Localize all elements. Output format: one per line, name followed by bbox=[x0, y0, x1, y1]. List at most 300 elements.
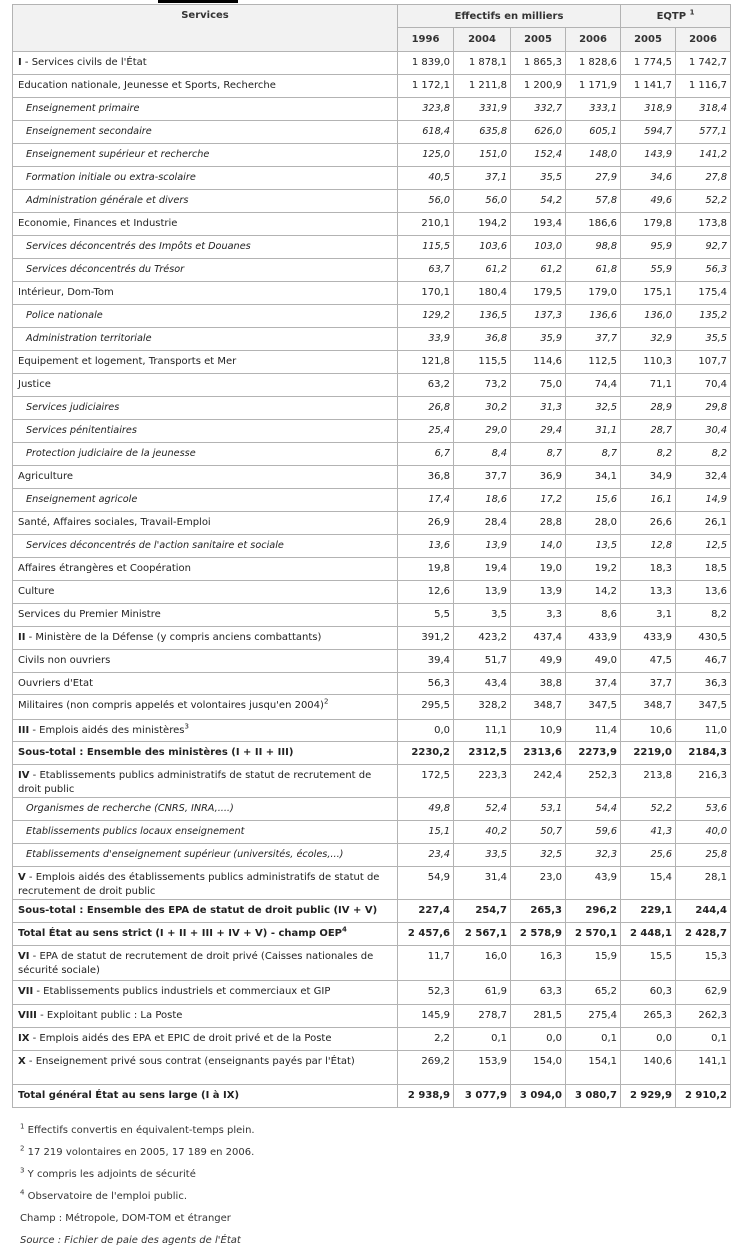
value-cell: 25,6 bbox=[621, 844, 676, 867]
table-row bbox=[13, 236, 731, 259]
value-cell: 61,9 bbox=[454, 981, 511, 1005]
value-cell: 626,0 bbox=[511, 121, 566, 144]
value-cell: 61,2 bbox=[511, 259, 566, 282]
table-row bbox=[13, 167, 731, 190]
value-cell: 75,0 bbox=[511, 374, 566, 397]
value-cell: 223,3 bbox=[454, 765, 511, 798]
value-cell: 1 828,6 bbox=[566, 52, 621, 75]
value-cell: 1 141,7 bbox=[621, 75, 676, 98]
value-cell: 141,2 bbox=[676, 144, 731, 167]
value-cell: 32,5 bbox=[566, 397, 621, 420]
value-cell: 1 116,7 bbox=[676, 75, 731, 98]
row-label bbox=[13, 466, 398, 489]
value-cell: 15,1 bbox=[398, 821, 454, 844]
footnote-text: Y compris les adjoints de sécurité bbox=[27, 1169, 196, 1180]
row-label-text: Administration générale et divers bbox=[26, 195, 189, 206]
row-label-text: Etablissements publics industriels et commerciaux et GIP bbox=[43, 986, 331, 997]
roman-numeral: VIII bbox=[18, 1010, 37, 1021]
value-cell: 43,4 bbox=[454, 673, 511, 695]
row-label-text: Emplois aidés des EPA et EPIC de droit privé et de la Poste bbox=[39, 1033, 332, 1044]
table-row bbox=[13, 558, 731, 581]
value-cell: 28,4 bbox=[454, 512, 511, 535]
value-cell: 348,7 bbox=[511, 695, 566, 720]
table-row bbox=[13, 981, 731, 1005]
value-cell: 391,2 bbox=[398, 627, 454, 650]
value-cell: 15,6 bbox=[566, 489, 621, 512]
row-label-text: Services judiciaires bbox=[26, 402, 120, 413]
value-cell: 50,7 bbox=[511, 821, 566, 844]
value-cell: 49,9 bbox=[511, 650, 566, 673]
table-row bbox=[13, 720, 731, 742]
value-cell: 121,8 bbox=[398, 351, 454, 374]
table-row bbox=[13, 75, 731, 98]
roman-numeral: III bbox=[18, 725, 30, 736]
footnote-ref: 3 bbox=[184, 722, 189, 731]
table-row bbox=[13, 867, 731, 900]
value-cell: 145,9 bbox=[398, 1005, 454, 1028]
value-cell: 433,9 bbox=[566, 627, 621, 650]
row-label bbox=[13, 351, 398, 374]
row-label-text: Services pénitentiaires bbox=[26, 425, 137, 436]
value-cell: 32,3 bbox=[566, 844, 621, 867]
value-cell: 347,5 bbox=[676, 695, 731, 720]
value-cell: 52,4 bbox=[454, 798, 511, 821]
value-cell: 56,0 bbox=[454, 190, 511, 213]
value-cell: 52,2 bbox=[676, 190, 731, 213]
roman-numeral: IX bbox=[18, 1033, 30, 1044]
table-row bbox=[13, 328, 731, 351]
table-row bbox=[13, 650, 731, 673]
value-cell: 136,6 bbox=[566, 305, 621, 328]
value-cell: 112,5 bbox=[566, 351, 621, 374]
row-label: IV - Etablissements publics administratifs de statut de recrutement de droit public bbox=[13, 765, 398, 798]
value-cell: 348,7 bbox=[621, 695, 676, 720]
row-label bbox=[13, 1085, 398, 1108]
footnote-text: Observatoire de l'emploi public. bbox=[27, 1191, 188, 1202]
row-label-text: Education nationale, Jeunesse et Sports, Recherche bbox=[18, 80, 276, 91]
value-cell: 318,9 bbox=[621, 98, 676, 121]
value-cell: 170,1 bbox=[398, 282, 454, 305]
value-cell: 36,9 bbox=[511, 466, 566, 489]
value-cell: 13,9 bbox=[454, 535, 511, 558]
value-cell: 33,9 bbox=[398, 328, 454, 351]
table-row bbox=[13, 627, 731, 650]
table-row bbox=[13, 144, 731, 167]
value-cell: 1 839,0 bbox=[398, 52, 454, 75]
value-cell: 605,1 bbox=[566, 121, 621, 144]
value-cell: 14,2 bbox=[566, 581, 621, 604]
value-cell: 594,7 bbox=[621, 121, 676, 144]
source-note: Source : Fichier de paie des agents de l'État bbox=[20, 1235, 241, 1246]
header-eqtp-note: 1 bbox=[689, 8, 695, 17]
value-cell: 154,0 bbox=[511, 1051, 566, 1085]
row-label bbox=[13, 604, 398, 627]
value-cell: 141,1 bbox=[676, 1051, 731, 1085]
value-cell: 154,1 bbox=[566, 1051, 621, 1085]
value-cell: 63,7 bbox=[398, 259, 454, 282]
footnote-number: 4 bbox=[20, 1188, 25, 1197]
value-cell: 331,9 bbox=[454, 98, 511, 121]
value-cell: 15,3 bbox=[676, 946, 731, 981]
header-eqtp bbox=[621, 5, 731, 28]
row-label-text: Equipement et logement, Transports et Mer bbox=[18, 356, 237, 367]
value-cell: 59,6 bbox=[566, 821, 621, 844]
value-cell: 56,3 bbox=[676, 259, 731, 282]
roman-numeral: I bbox=[18, 57, 22, 68]
value-cell: 254,7 bbox=[454, 900, 511, 923]
value-cell: 74,4 bbox=[566, 374, 621, 397]
value-cell: 28,7 bbox=[621, 420, 676, 443]
row-label-text: Culture bbox=[18, 586, 55, 597]
value-cell: 2 578,9 bbox=[511, 923, 566, 946]
value-cell: 5,5 bbox=[398, 604, 454, 627]
row-label-text: Emplois aidés des établissements publics administratifs de statut de recrutement de droit public bbox=[18, 872, 380, 897]
roman-numeral: VI bbox=[18, 951, 30, 962]
row-label bbox=[13, 821, 398, 844]
value-cell: 229,1 bbox=[621, 900, 676, 923]
value-cell: 17,4 bbox=[398, 489, 454, 512]
value-cell: 8,4 bbox=[454, 443, 511, 466]
value-cell: 71,1 bbox=[621, 374, 676, 397]
value-cell: 6,7 bbox=[398, 443, 454, 466]
table-row bbox=[13, 1085, 731, 1108]
value-cell: 10,9 bbox=[511, 720, 566, 742]
row-label-text: Intérieur, Dom-Tom bbox=[18, 287, 114, 298]
value-cell: 3,3 bbox=[511, 604, 566, 627]
row-label bbox=[13, 397, 398, 420]
value-cell: 14,9 bbox=[676, 489, 731, 512]
row-label bbox=[13, 900, 398, 923]
value-cell: 13,5 bbox=[566, 535, 621, 558]
value-cell: 19,4 bbox=[454, 558, 511, 581]
table-row bbox=[13, 535, 731, 558]
table-row bbox=[13, 443, 731, 466]
header-services: Services bbox=[13, 5, 398, 52]
value-cell: 103,0 bbox=[511, 236, 566, 259]
value-cell: 2 570,1 bbox=[566, 923, 621, 946]
table-row bbox=[13, 305, 731, 328]
row-label-text: Ministère de la Défense (y compris anciens combattants) bbox=[35, 632, 322, 643]
value-cell: 49,0 bbox=[566, 650, 621, 673]
value-cell: 30,4 bbox=[676, 420, 731, 443]
champ-note: Champ : Métropole, DOM-TOM et étranger bbox=[20, 1213, 231, 1224]
value-cell: 52,3 bbox=[398, 981, 454, 1005]
header-eqtp-label: EQTP bbox=[656, 10, 687, 22]
value-cell: 26,6 bbox=[621, 512, 676, 535]
header-year: 1996 bbox=[398, 28, 454, 52]
value-cell: 318,4 bbox=[676, 98, 731, 121]
value-cell: 35,9 bbox=[511, 328, 566, 351]
table-row bbox=[13, 1051, 731, 1085]
value-cell: 148,0 bbox=[566, 144, 621, 167]
roman-numeral: X bbox=[18, 1056, 26, 1067]
roman-numeral: IV bbox=[18, 770, 30, 781]
table-row bbox=[13, 489, 731, 512]
value-cell: 13,3 bbox=[621, 581, 676, 604]
value-cell: 35,5 bbox=[511, 167, 566, 190]
table-row bbox=[13, 673, 731, 695]
roman-numeral: VII bbox=[18, 986, 34, 997]
row-label: II - Ministère de la Défense (y compris anciens combattants) bbox=[13, 627, 398, 650]
value-cell: 98,8 bbox=[566, 236, 621, 259]
value-cell: 423,2 bbox=[454, 627, 511, 650]
value-cell: 296,2 bbox=[566, 900, 621, 923]
value-cell: 2230,2 bbox=[398, 742, 454, 765]
row-label bbox=[13, 259, 398, 282]
value-cell: 1 774,5 bbox=[621, 52, 676, 75]
row-label-text: Ouvriers d'Etat bbox=[18, 678, 94, 689]
value-cell: 265,3 bbox=[511, 900, 566, 923]
row-label-text: Enseignement privé sous contrat (enseignants payés par l'État) bbox=[35, 1056, 355, 1067]
value-cell: 242,4 bbox=[511, 765, 566, 798]
value-cell: 0,1 bbox=[566, 1028, 621, 1051]
row-label bbox=[13, 236, 398, 259]
footnote bbox=[20, 1186, 720, 1208]
value-cell: 13,6 bbox=[676, 581, 731, 604]
value-cell: 1 865,3 bbox=[511, 52, 566, 75]
table-row bbox=[13, 466, 731, 489]
value-cell: 1 878,1 bbox=[454, 52, 511, 75]
row-label bbox=[13, 512, 398, 535]
row-label-text: Etablissements publics locaux enseignement bbox=[26, 826, 245, 837]
row-label-text: Services civils de l'État bbox=[31, 57, 147, 68]
value-cell: 29,8 bbox=[676, 397, 731, 420]
value-cell: 0,0 bbox=[511, 1028, 566, 1051]
value-cell: 36,8 bbox=[454, 328, 511, 351]
row-label-text: Agriculture bbox=[18, 471, 73, 482]
value-cell: 173,8 bbox=[676, 213, 731, 236]
value-cell: 39,4 bbox=[398, 650, 454, 673]
value-cell: 26,1 bbox=[676, 512, 731, 535]
table-row bbox=[13, 844, 731, 867]
value-cell: 17,2 bbox=[511, 489, 566, 512]
row-label bbox=[13, 213, 398, 236]
value-cell: 172,5 bbox=[398, 765, 454, 798]
value-cell: 19,2 bbox=[566, 558, 621, 581]
value-cell: 137,3 bbox=[511, 305, 566, 328]
row-label bbox=[13, 673, 398, 695]
value-cell: 1 171,9 bbox=[566, 75, 621, 98]
row-label bbox=[13, 121, 398, 144]
footnote-number: 3 bbox=[20, 1166, 25, 1175]
value-cell: 0,1 bbox=[676, 1028, 731, 1051]
header-eqtp-year: 2005 bbox=[621, 28, 676, 52]
row-label-text: Civils non ouvriers bbox=[18, 655, 111, 666]
value-cell: 60,3 bbox=[621, 981, 676, 1005]
value-cell: 23,0 bbox=[511, 867, 566, 900]
value-cell: 55,9 bbox=[621, 259, 676, 282]
value-cell: 136,0 bbox=[621, 305, 676, 328]
value-cell: 52,2 bbox=[621, 798, 676, 821]
value-cell: 46,7 bbox=[676, 650, 731, 673]
value-cell: 37,4 bbox=[566, 673, 621, 695]
header-effectifs: Effectifs en milliers bbox=[398, 5, 621, 28]
value-cell: 33,5 bbox=[454, 844, 511, 867]
value-cell: 11,0 bbox=[676, 720, 731, 742]
value-cell: 15,9 bbox=[566, 946, 621, 981]
value-cell: 27,8 bbox=[676, 167, 731, 190]
value-cell: 28,9 bbox=[621, 397, 676, 420]
value-cell: 37,7 bbox=[454, 466, 511, 489]
value-cell: 95,9 bbox=[621, 236, 676, 259]
value-cell: 227,4 bbox=[398, 900, 454, 923]
value-cell: 275,4 bbox=[566, 1005, 621, 1028]
value-cell: 2,2 bbox=[398, 1028, 454, 1051]
value-cell: 31,1 bbox=[566, 420, 621, 443]
row-label bbox=[13, 98, 398, 121]
value-cell: 2 938,9 bbox=[398, 1085, 454, 1108]
value-cell: 186,6 bbox=[566, 213, 621, 236]
value-cell: 49,6 bbox=[621, 190, 676, 213]
header-row-top bbox=[13, 5, 731, 28]
value-cell: 28,8 bbox=[511, 512, 566, 535]
table-row bbox=[13, 374, 731, 397]
value-cell: 32,4 bbox=[676, 466, 731, 489]
value-cell: 18,6 bbox=[454, 489, 511, 512]
value-cell: 180,4 bbox=[454, 282, 511, 305]
row-label-text: Sous-total : Ensemble des ministères (I + II + III) bbox=[18, 747, 294, 758]
row-label bbox=[13, 328, 398, 351]
value-cell: 63,2 bbox=[398, 374, 454, 397]
value-cell: 26,9 bbox=[398, 512, 454, 535]
value-cell: 37,7 bbox=[621, 673, 676, 695]
value-cell: 2219,0 bbox=[621, 742, 676, 765]
value-cell: 115,5 bbox=[454, 351, 511, 374]
value-cell: 29,0 bbox=[454, 420, 511, 443]
value-cell: 2 910,2 bbox=[676, 1085, 731, 1108]
value-cell: 37,1 bbox=[454, 167, 511, 190]
row-label-text: Justice bbox=[18, 379, 51, 390]
value-cell: 51,7 bbox=[454, 650, 511, 673]
footnote-ref: 4 bbox=[342, 925, 347, 934]
value-cell: 115,5 bbox=[398, 236, 454, 259]
value-cell: 30,2 bbox=[454, 397, 511, 420]
value-cell: 216,3 bbox=[676, 765, 731, 798]
value-cell: 38,8 bbox=[511, 673, 566, 695]
row-label bbox=[13, 923, 398, 946]
value-cell: 1 172,1 bbox=[398, 75, 454, 98]
row-label bbox=[13, 305, 398, 328]
row-label-text: Etablissements publics administratifs de statut de recrutement de droit public bbox=[18, 770, 372, 795]
value-cell: 56,3 bbox=[398, 673, 454, 695]
value-cell: 210,1 bbox=[398, 213, 454, 236]
row-label bbox=[13, 798, 398, 821]
row-label-text: Sous-total : Ensemble des EPA de statut de droit public (IV + V) bbox=[18, 905, 378, 916]
value-cell: 295,5 bbox=[398, 695, 454, 720]
row-label-text: EPA de statut de recrutement de droit privé (Caisses nationales de sécurité sociale) bbox=[18, 951, 374, 976]
row-label bbox=[13, 144, 398, 167]
value-cell: 2313,6 bbox=[511, 742, 566, 765]
value-cell: 175,4 bbox=[676, 282, 731, 305]
value-cell: 3,1 bbox=[621, 604, 676, 627]
value-cell: 151,0 bbox=[454, 144, 511, 167]
value-cell: 12,5 bbox=[676, 535, 731, 558]
value-cell: 35,5 bbox=[676, 328, 731, 351]
row-label: III - Emplois aidés des ministères$^3$ bbox=[13, 720, 398, 742]
row-label bbox=[13, 535, 398, 558]
table-row bbox=[13, 946, 731, 981]
employment-table bbox=[12, 4, 731, 1108]
value-cell: 2 457,6 bbox=[398, 923, 454, 946]
value-cell: 16,0 bbox=[454, 946, 511, 981]
table-row bbox=[13, 512, 731, 535]
row-label bbox=[13, 558, 398, 581]
table-row bbox=[13, 259, 731, 282]
value-cell: 347,5 bbox=[566, 695, 621, 720]
table-row bbox=[13, 121, 731, 144]
header-eqtp-year: 2006 bbox=[676, 28, 731, 52]
row-label bbox=[13, 75, 398, 98]
row-label bbox=[13, 581, 398, 604]
row-label-text: Etablissements d'enseignement supérieur (universités, écoles,...) bbox=[26, 849, 344, 860]
row-label: IX - Emplois aidés des EPA et EPIC de droit privé et de la Poste bbox=[13, 1028, 398, 1051]
row-label-text: Total général État au sens large (I à IX) bbox=[18, 1090, 240, 1101]
value-cell: 25,8 bbox=[676, 844, 731, 867]
value-cell: 278,7 bbox=[454, 1005, 511, 1028]
value-cell: 193,4 bbox=[511, 213, 566, 236]
table-row bbox=[13, 213, 731, 236]
value-cell: 323,8 bbox=[398, 98, 454, 121]
value-cell: 3,5 bbox=[454, 604, 511, 627]
value-cell: 12,8 bbox=[621, 535, 676, 558]
row-label bbox=[13, 650, 398, 673]
row-label-text: Administration territoriale bbox=[26, 333, 152, 344]
value-cell: 36,8 bbox=[398, 466, 454, 489]
value-cell: 8,2 bbox=[676, 443, 731, 466]
value-cell: 2184,3 bbox=[676, 742, 731, 765]
cropped-title-fragment bbox=[158, 0, 238, 3]
row-label bbox=[13, 420, 398, 443]
row-label bbox=[13, 167, 398, 190]
value-cell: 40,0 bbox=[676, 821, 731, 844]
value-cell: 244,4 bbox=[676, 900, 731, 923]
value-cell: 3 077,9 bbox=[454, 1085, 511, 1108]
value-cell: 28,0 bbox=[566, 512, 621, 535]
value-cell: 129,2 bbox=[398, 305, 454, 328]
value-cell: 153,9 bbox=[454, 1051, 511, 1085]
value-cell: 194,2 bbox=[454, 213, 511, 236]
row-label-text: Economie, Finances et Industrie bbox=[18, 218, 178, 229]
value-cell: 0,1 bbox=[454, 1028, 511, 1051]
header-year: 2006 bbox=[566, 28, 621, 52]
value-cell: 136,5 bbox=[454, 305, 511, 328]
value-cell: 635,8 bbox=[454, 121, 511, 144]
value-cell: 262,3 bbox=[676, 1005, 731, 1028]
value-cell: 0,0 bbox=[621, 1028, 676, 1051]
value-cell: 618,4 bbox=[398, 121, 454, 144]
value-cell: 430,5 bbox=[676, 627, 731, 650]
roman-numeral: V bbox=[18, 872, 26, 883]
row-label-text: Organismes de recherche (CNRS, INRA,....) bbox=[26, 803, 234, 814]
value-cell: 61,8 bbox=[566, 259, 621, 282]
value-cell: 54,2 bbox=[511, 190, 566, 213]
value-cell: 281,5 bbox=[511, 1005, 566, 1028]
row-label bbox=[13, 190, 398, 213]
table-row bbox=[13, 420, 731, 443]
value-cell: 577,1 bbox=[676, 121, 731, 144]
row-label bbox=[13, 374, 398, 397]
value-cell: 179,8 bbox=[621, 213, 676, 236]
table-row bbox=[13, 190, 731, 213]
table-row bbox=[13, 1028, 731, 1051]
value-cell: 19,0 bbox=[511, 558, 566, 581]
value-cell: 34,9 bbox=[621, 466, 676, 489]
value-cell: 125,0 bbox=[398, 144, 454, 167]
value-cell: 53,1 bbox=[511, 798, 566, 821]
value-cell: 13,9 bbox=[454, 581, 511, 604]
value-cell: 269,2 bbox=[398, 1051, 454, 1085]
value-cell: 47,5 bbox=[621, 650, 676, 673]
